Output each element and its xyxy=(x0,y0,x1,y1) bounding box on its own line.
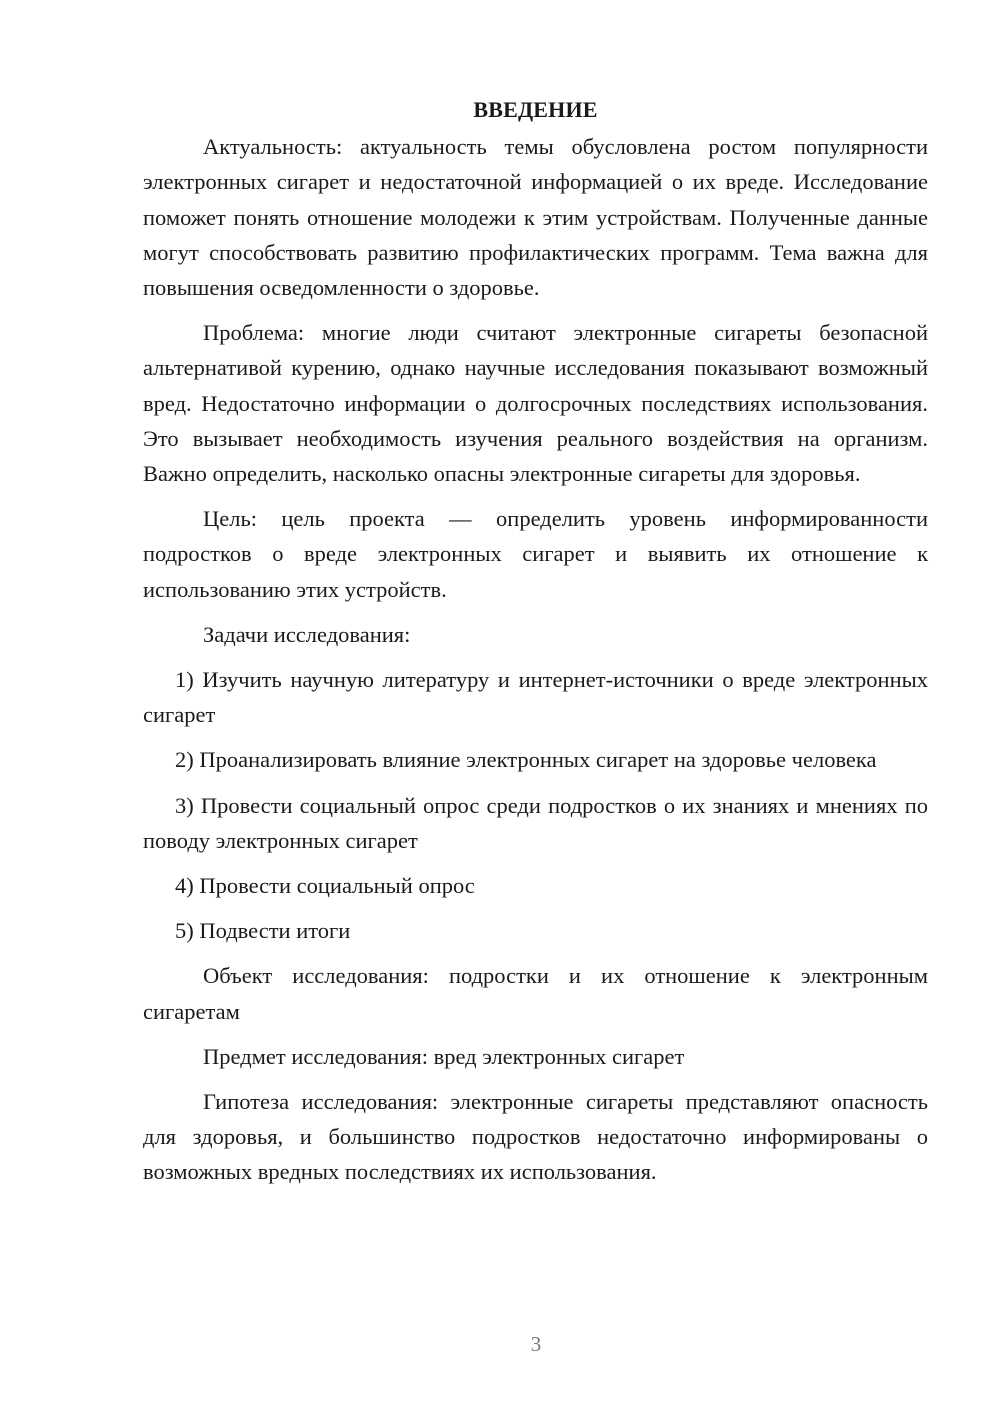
task-item: 3) Провести социальный опрос среди подростков о их знаниях и мнениях по поводу электронных сигарет xyxy=(143,792,928,853)
task-item: 2) Проанализировать влияние электронных сигарет на здоровье человека xyxy=(175,747,877,773)
task-item: 4) Провести социальный опрос xyxy=(175,873,475,899)
tasks-list xyxy=(143,662,928,948)
task-item: 5) Подвести итоги xyxy=(175,918,351,944)
tasks-heading: Задачи исследования: xyxy=(203,621,411,647)
paragraph-goal: Цель: цель проекта — определить уровень информированности подростков о вреде электронных сигарет и выявить их отношение к использованию этих устройств. xyxy=(143,506,928,602)
paragraph-problem: Проблема: многие люди считают электронные сигареты безопасной альтернативой курению, однако научные исследования показывают возможный вред. Недостаточно информации о долгосрочных последствиях использования. Это вызывает необходимость изучения реального воздействия на организм. Важно определить, насколько опасны электронные сигареты для здоровья. xyxy=(143,320,928,487)
document-title: ВВЕДЕНИЕ xyxy=(473,97,598,122)
paragraph-subject: Предмет исследования: вред электронных сигарет xyxy=(203,1043,685,1069)
task-item: 1) Изучить научную литературу и интернет-источники о вреде электронных сигарет xyxy=(143,667,928,728)
page-number: 3 xyxy=(530,1332,542,1356)
paragraph-relevance: Актуальность: актуальность темы обусловлена ростом популярности электронных сигарет и недостаточной информацией о их вреде. Исследование поможет понять отношение молодежи к этим устройствам. Полученные данные могут способствовать развитию профилактических программ. Тема важна для повышения осведомленности о здоровье. xyxy=(143,134,928,301)
document-page xyxy=(143,92,928,1200)
paragraph-object: Объект исследования: подростки и их отношение к электронным сигаретам xyxy=(143,963,928,1024)
paragraph-hypothesis: Гипотеза исследования: электронные сигареты представляют опасность для здоровья, и большинство подростков недостаточно информированы о возможных вредных последствиях их использования. xyxy=(143,1089,928,1185)
